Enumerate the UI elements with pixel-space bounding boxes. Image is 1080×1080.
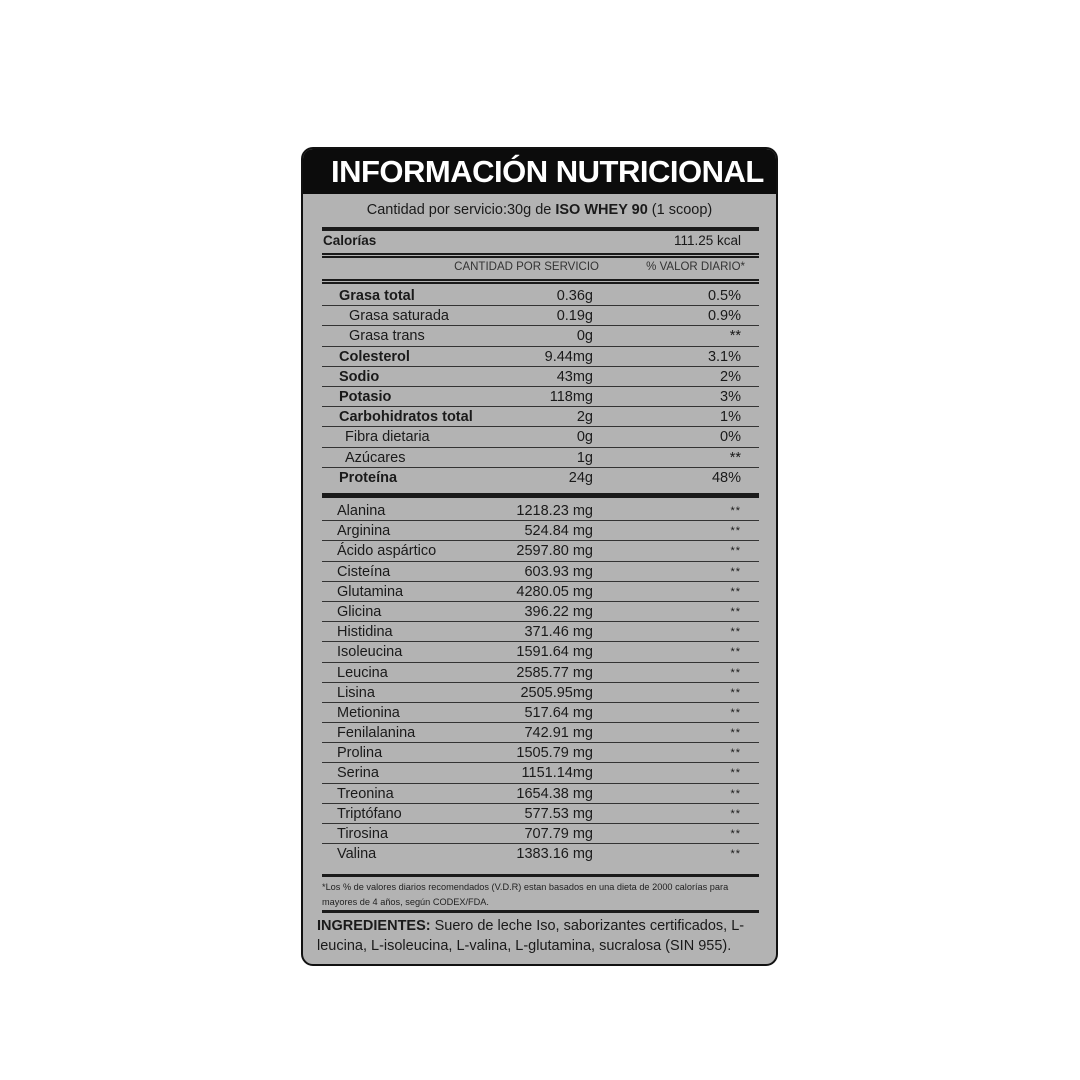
daily-value: 0.9% (707, 308, 741, 325)
calories-value: 111.25 kcal (673, 233, 741, 248)
nutrient-name: Proteína (339, 469, 398, 486)
divider (322, 493, 759, 498)
nutrient-amount: 2g (576, 409, 593, 426)
nutrient-amount: 1654.38 mg (516, 785, 593, 802)
nutrient-amount: 707.79 mg (524, 826, 593, 842)
nutrition-facts-label (301, 147, 778, 966)
daily-value: ** (730, 605, 741, 618)
serving-prefix: Cantidad por servicio:30g de (366, 202, 556, 218)
nutrient-name: Glutamina (337, 583, 404, 600)
nutrient-amount: 0g (576, 429, 593, 446)
nutrient-amount: 0g (576, 328, 593, 345)
nutrient-name: Carbohidratos total (339, 409, 473, 426)
divider (322, 282, 759, 284)
nutrient-name: Prolina (337, 745, 383, 762)
product-name: ISO WHEY 90 (555, 202, 648, 218)
nutrient-amount: 1383.16 mg (516, 846, 593, 863)
amino-acid-row (322, 824, 759, 844)
amino-acid-row (322, 804, 759, 824)
nutrient-amount: 9.44mg (544, 348, 593, 365)
nutrient-name: Glicina (337, 603, 382, 620)
amino-acid-table (322, 501, 759, 863)
nutrient-amount: 1218.23 mg (516, 503, 593, 519)
daily-value: 0% (720, 429, 741, 446)
nutrient-row (322, 306, 759, 326)
nutrient-name: Arginina (337, 523, 391, 540)
divider (322, 253, 759, 255)
nutrient-row (322, 468, 759, 487)
nutrient-amount: 524.84 mg (524, 523, 593, 540)
daily-value: ** (730, 706, 741, 719)
ingredients-text: Suero de leche Iso, saborizantes certificados, L-leucina, L-isoleucina, L-valina, L-glutamina, sucralosa (SIN 955). (317, 918, 745, 954)
nutrient-amount: 0.19g (556, 308, 593, 325)
nutrient-row (322, 407, 759, 427)
nutrient-name: Sodio (339, 368, 380, 385)
nutrient-name: Triptófano (337, 805, 402, 822)
amount-header: CANTIDAD POR SERVICIO (454, 261, 599, 273)
daily-value: ** (730, 828, 741, 840)
amino-acid-row (322, 562, 759, 582)
nutrient-row (322, 367, 759, 387)
nutrient-amount: 2585.77 mg (516, 664, 593, 681)
daily-value: 48% (711, 469, 741, 486)
nutrient-name: Tirosina (337, 826, 389, 842)
amino-acid-row (322, 743, 759, 763)
nutrient-amount: 1591.64 mg (516, 644, 593, 661)
nutrient-table (322, 286, 759, 487)
nutrient-name: Grasa trans (349, 328, 425, 345)
daily-value: ** (729, 328, 741, 345)
footnote: *Los % de valores diarios recomendados (V.D.R) estan basados en una dieta de 2000 calorías para mayores de 4 años, según CODEX/FDA. (322, 882, 729, 907)
ingredients (317, 916, 772, 956)
nutrient-name: Treonina (337, 785, 394, 802)
amino-acid-row (322, 723, 759, 743)
serving-size (303, 202, 776, 218)
daily-value: 0.5% (707, 288, 741, 304)
amino-acid-row (322, 602, 759, 622)
nutrient-amount: 396.22 mg (524, 603, 593, 620)
daily-value: ** (730, 848, 741, 861)
daily-value: ** (730, 505, 741, 517)
nutrient-amount: 577.53 mg (524, 805, 593, 822)
amino-acid-row (322, 683, 759, 703)
amino-acid-row (322, 663, 759, 683)
nutrient-name: Ácido aspártico (337, 543, 437, 560)
divider (322, 874, 759, 877)
divider (322, 279, 759, 281)
nutrient-row (322, 326, 759, 346)
nutrient-name: Potasio (339, 388, 392, 405)
daily-value: ** (730, 525, 741, 538)
divider (322, 256, 759, 258)
nutrient-row (322, 347, 759, 367)
nutrient-name: Cisteína (337, 563, 391, 580)
amino-acid-row (322, 582, 759, 602)
nutrient-name: Leucina (337, 664, 388, 681)
nutrient-amount: 2597.80 mg (516, 543, 593, 560)
label-title: INFORMACIÓN NUTRICIONAL (331, 154, 764, 189)
amino-acid-row (322, 642, 759, 662)
daily-value: 3% (720, 388, 741, 405)
daily-value: ** (730, 666, 741, 679)
daily-value: ** (730, 565, 741, 578)
nutrient-name: Fenilalanina (337, 725, 416, 742)
amino-acid-row (322, 784, 759, 804)
nutrient-row (322, 387, 759, 407)
daily-value: ** (730, 646, 741, 659)
nutrient-amount: 742.91 mg (524, 725, 593, 742)
nutrient-row (322, 286, 759, 306)
amino-acid-row (322, 703, 759, 723)
nutrient-name: Grasa total (339, 288, 415, 304)
calories-label: Calorías (323, 233, 377, 248)
nutrient-name: Lisina (337, 684, 375, 701)
daily-value: ** (730, 585, 741, 598)
daily-value: ** (730, 727, 741, 740)
nutrient-amount: 371.46 mg (524, 624, 593, 641)
serving-suffix: (1 scoop) (647, 202, 713, 218)
nutrient-amount: 24g (568, 469, 593, 486)
nutrient-name: Valina (337, 846, 377, 863)
daily-value: ** (730, 807, 741, 820)
nutrient-row (322, 427, 759, 447)
daily-value: 2% (720, 368, 741, 385)
nutrient-amount: 2505.95mg (520, 684, 593, 701)
daily-value: ** (730, 626, 741, 639)
nutrient-amount: 118mg (549, 388, 593, 405)
nutrient-row (322, 448, 759, 468)
nutrient-name: Colesterol (339, 348, 410, 365)
amino-acid-row (322, 763, 759, 783)
dv-header: % VALOR DIARIO* (646, 261, 745, 273)
nutrient-amount: 517.64 mg (524, 704, 593, 721)
ingredients-label: INGREDIENTES: (317, 918, 431, 934)
daily-value: 3.1% (707, 348, 741, 365)
nutrient-amount: 4280.05 mg (516, 583, 593, 600)
daily-value: ** (730, 545, 741, 558)
amino-acid-row (322, 521, 759, 541)
label-header (303, 149, 776, 194)
amino-acid-row (322, 622, 759, 642)
divider (322, 910, 759, 913)
nutrient-amount: 43mg (556, 368, 593, 385)
daily-value: ** (729, 449, 741, 466)
nutrient-amount: 603.93 mg (524, 563, 593, 580)
daily-value: ** (730, 747, 741, 760)
nutrient-name: Metionina (337, 704, 400, 721)
nutrient-amount: 1151.14mg (521, 765, 593, 782)
nutrient-name: Azúcares (345, 449, 406, 466)
nutrient-name: Isoleucina (337, 644, 403, 661)
nutrient-name: Fibra dietaria (345, 429, 430, 446)
daily-value: ** (730, 767, 741, 780)
nutrient-name: Histidina (337, 624, 393, 641)
amino-acid-row (322, 501, 759, 521)
daily-value: ** (730, 787, 741, 800)
nutrient-name: Serina (337, 765, 379, 782)
nutrient-name: Grasa saturada (349, 308, 449, 325)
nutrient-name: Alanina (337, 503, 386, 519)
amino-acid-row (322, 844, 759, 863)
nutrient-amount: 1g (576, 449, 593, 466)
amino-acid-row (322, 541, 759, 561)
divider (322, 227, 759, 231)
nutrient-amount: 0.36g (556, 288, 593, 304)
nutrient-amount: 1505.79 mg (516, 745, 593, 762)
daily-value: ** (730, 686, 741, 699)
daily-value: 1% (720, 409, 741, 426)
